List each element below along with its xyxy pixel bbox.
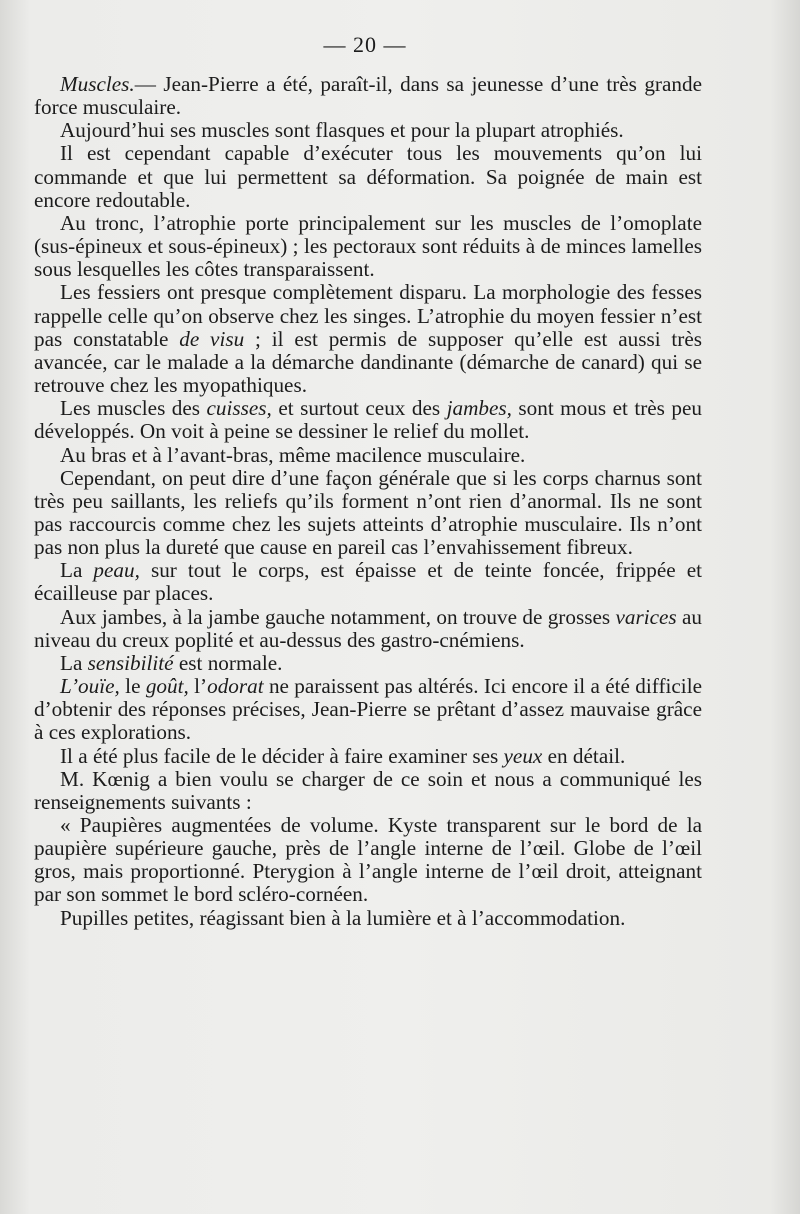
- paragraph: Cependant, on peut dire d’une façon générale que si les corps charnus sont très peu saillants, les reliefs qu’ils forment n’ont rien d’anormal. Ils ne sont pas raccourcis comme chez les sujets atteints d’atrophie musculaire. Ils n’ont pas non plus la dureté que cause en pareil cas l’envahissement fibreux.: [34, 465, 702, 560]
- paragraph: Au bras et à l’avant-bras, même macilence musculaire.: [60, 442, 526, 467]
- paragraph: M. Kœnig a bien voulu se charger de ce soin et nous a communiqué les renseignements suivants :: [34, 766, 702, 814]
- paragraph: La peau, sur tout le corps, est épaisse et de teinte foncée, frippée et écailleuse par places.: [34, 558, 702, 606]
- paragraph-muscles: Muscles.— Jean-Pierre a été, paraît-il, dans sa jeunesse d’une très grande force musculaire.: [34, 72, 702, 120]
- body-text: [34, 73, 702, 930]
- paragraph: Pupilles petites, réagissant bien à la lumière et à l’accommodation.: [60, 905, 626, 930]
- page-number: — 20 —: [323, 32, 407, 57]
- paragraph: La sensibilité est normale.: [60, 650, 283, 675]
- paragraph: L’ouïe, le goût, l’odorat ne paraissent pas altérés. Ici encore il a été difficile d’obtenir des réponses précises, Jean-Pierre se prêtant d’assez mauvaise grâce à ces explorations.: [34, 674, 702, 745]
- paragraph: Les fessiers ont presque complètement disparu. La morphologie des fesses rappelle celle qu’on observe chez les singes. L’atrophie du moyen fessier n’est pas constatable de visu ; il est permis de supposer qu’elle est aussi très avancée, car le malade a la démarche dandinante (démarche de canard) qui se retrouve chez les myopathiques.: [34, 280, 703, 398]
- paragraph: Il a été plus facile de le décider à faire examiner ses yeux en détail.: [60, 743, 626, 768]
- paragraph: Il est cependant capable d’exécuter tous les mouvements qu’on lui commande et que lui permettent sa déformation. Sa poignée de main est encore redoutable.: [34, 141, 702, 212]
- paragraph: Aux jambes, à la jambe gauche notamment, on trouve de grosses varices au niveau du creux poplité et au-dessus des gastro-cnémiens.: [34, 604, 702, 652]
- paragraph: Au tronc, l’atrophie porte principalement sur les muscles de l’omoplate (sus-épineux et sous-épineux) ; les pectoraux sont réduits à de minces lamelles sous lesquelles les côtes transparaissent.: [34, 210, 702, 282]
- paragraph: Les muscles des cuisses, et surtout ceux des jambes, sont mous et très peu développés. On voit à peine se dessiner le relief du mollet.: [34, 396, 702, 444]
- paragraph: Aujourd’hui ses muscles sont flasques et pour la plupart atrophiés.: [60, 118, 624, 143]
- quoted-report: « Paupières augmentées de volume. Kyste transparent sur le bord de la paupière supérieure gauche, près de l’angle interne de l’œil. Globe de l’œil gros, mais proportionné. Pterygion à l’angle interne de l’œil droit, atteignant par son sommet le bord scléro-cornéen.: [34, 813, 702, 907]
- section-heading-muscles: Muscles.: [60, 72, 135, 96]
